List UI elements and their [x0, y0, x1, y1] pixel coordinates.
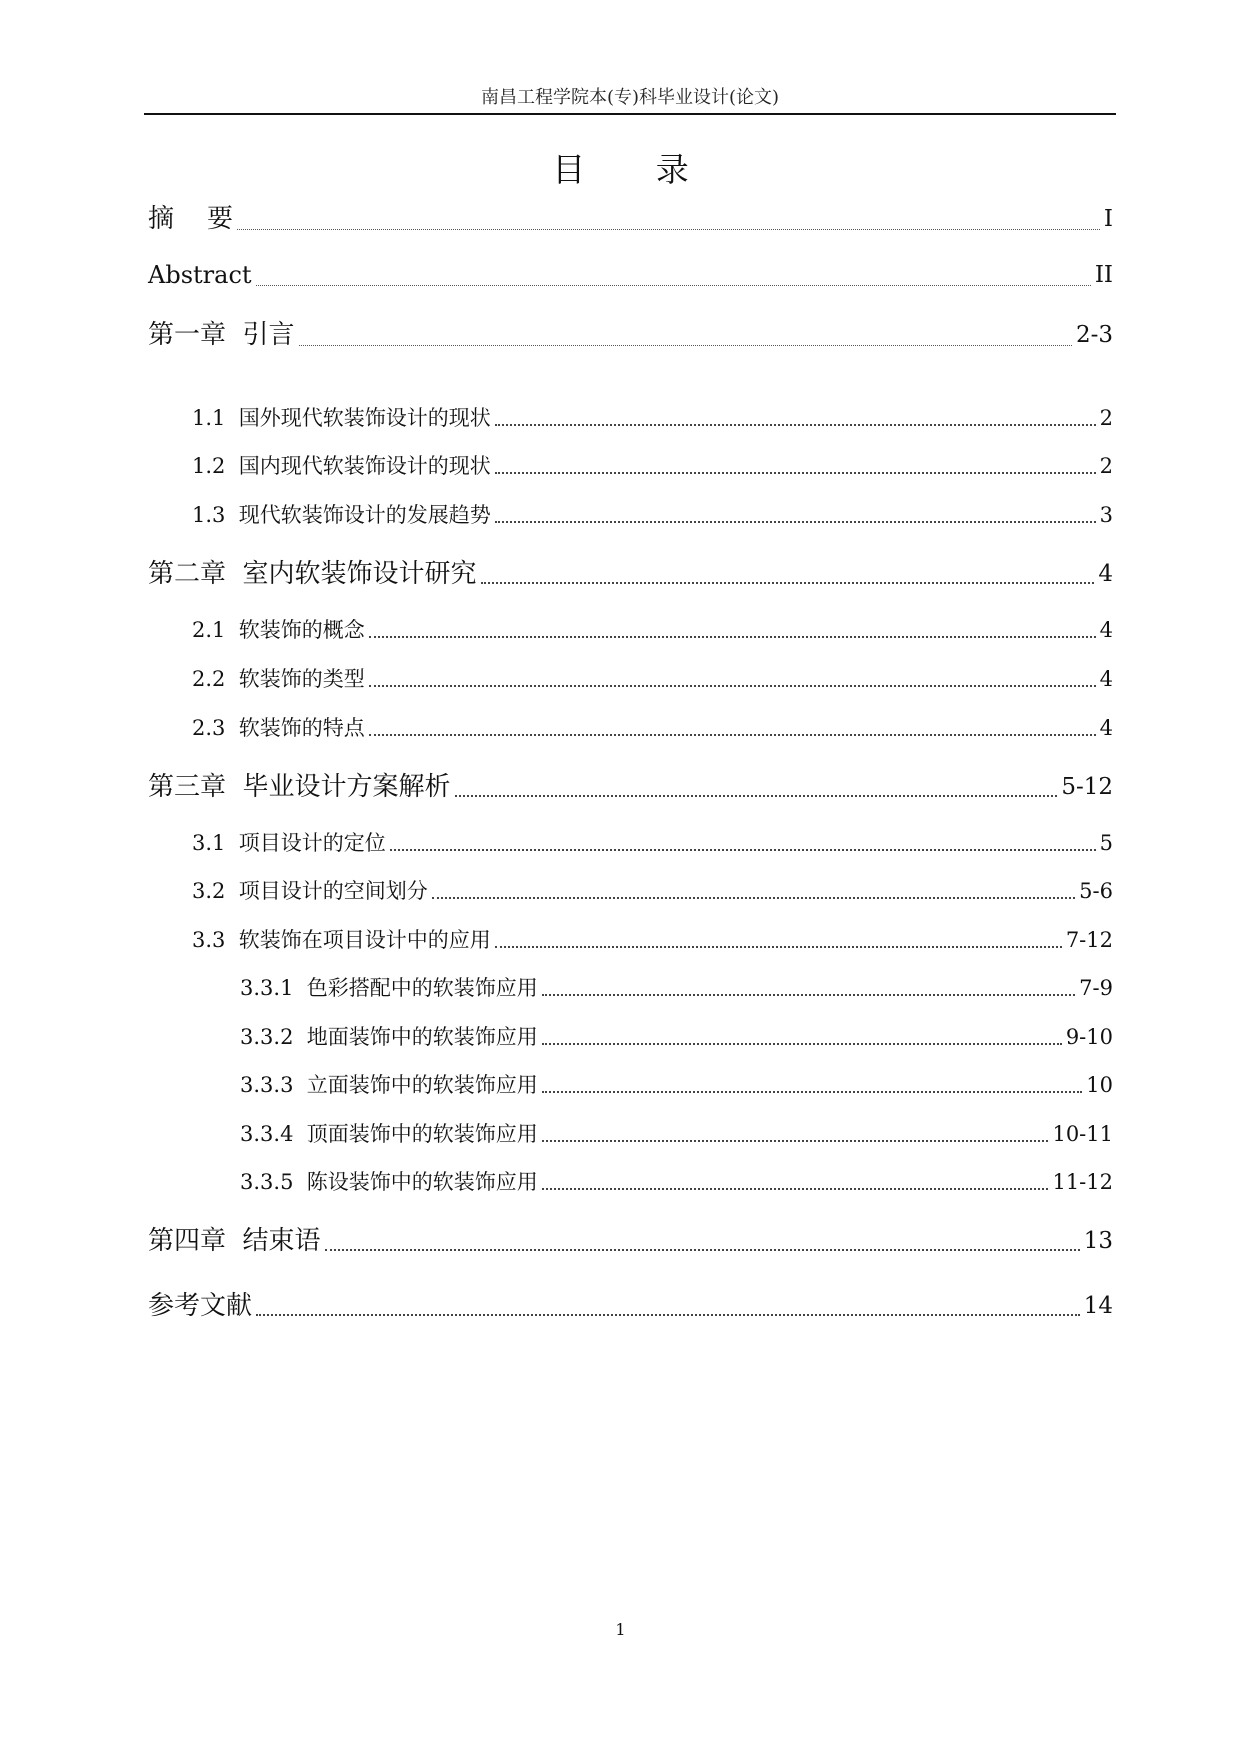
toc-dot-leader: [542, 1043, 1062, 1045]
toc-entry[interactable]: [192, 925, 1113, 955]
toc-entry[interactable]: [148, 557, 1113, 591]
toc-entry-label: Abstract: [148, 261, 252, 289]
toc-entry-page: 7-9: [1079, 976, 1113, 1000]
toc-dot-leader: [481, 582, 1095, 584]
toc-dot-leader: [542, 1140, 1049, 1142]
toc-dot-leader: [256, 285, 1091, 286]
toc-entry-page: 9-10: [1065, 1025, 1113, 1049]
toc-entry[interactable]: [192, 403, 1113, 433]
toc-entry[interactable]: [192, 500, 1113, 530]
toc-entry[interactable]: [192, 664, 1113, 694]
toc-dot-leader: [542, 1091, 1082, 1093]
toc-entry-page: 2: [1099, 406, 1113, 430]
toc-dot-leader: [455, 795, 1058, 797]
toc-dot-leader: [495, 472, 1096, 474]
toc-entry-label: 3.3.5 陈设装饰中的软装饰应用: [240, 1170, 538, 1194]
page-number: 1: [615, 1620, 626, 1639]
toc-entry-page: 4: [1099, 618, 1113, 642]
toc-dot-leader: [390, 849, 1096, 851]
toc-entry-page: 10-11: [1052, 1122, 1113, 1146]
toc-dot-leader: [495, 424, 1096, 426]
toc-entry[interactable]: [240, 1119, 1113, 1149]
toc-entry-label: 第二章 室内软装饰设计研究: [148, 559, 477, 589]
toc-entry-label: 1.2 国内现代软装饰设计的现状: [192, 454, 491, 478]
toc-entry-label: 3.1 项目设计的定位: [192, 831, 386, 855]
toc-entry[interactable]: [192, 615, 1113, 645]
toc-entry-label: 3.3.3 立面装饰中的软装饰应用: [240, 1073, 538, 1097]
toc-entry-label: 2.2 软装饰的类型: [192, 667, 365, 691]
toc-entry[interactable]: [148, 258, 1113, 292]
toc-entry[interactable]: [240, 1070, 1113, 1100]
toc-entry-label: 3.3.4 顶面装饰中的软装饰应用: [240, 1122, 538, 1146]
toc-dot-leader: [542, 994, 1075, 996]
toc-entry[interactable]: [192, 451, 1113, 481]
toc-entry[interactable]: [192, 876, 1113, 906]
toc-entry-page: 4: [1099, 716, 1113, 740]
toc-entry-label: 第四章 结束语: [148, 1226, 321, 1256]
toc-entry[interactable]: [148, 318, 1113, 352]
toc-entry-page: II: [1094, 262, 1113, 288]
toc-entry-label: 摘 要: [148, 204, 234, 234]
toc-entry[interactable]: [148, 202, 1113, 236]
toc-entry-label: 1.1 国外现代软装饰设计的现状: [192, 406, 491, 430]
toc-dot-leader: [369, 636, 1096, 638]
toc-entry-label: 第三章 毕业设计方案解析: [148, 772, 451, 802]
toc-entry-label: 1.3 现代软装饰设计的发展趋势: [192, 503, 491, 527]
toc-entry[interactable]: [240, 1167, 1113, 1197]
toc-entry[interactable]: [240, 1022, 1113, 1052]
toc-entry-page: 7-12: [1065, 928, 1113, 952]
toc-entry[interactable]: [240, 973, 1113, 1003]
toc-entry-label: 2.3 软装饰的特点: [192, 716, 365, 740]
toc-dot-leader: [325, 1249, 1080, 1251]
toc-entry-page: 14: [1083, 1293, 1113, 1319]
toc-dot-leader: [495, 521, 1096, 523]
toc-entry[interactable]: [148, 770, 1113, 804]
toc-entry-page: 4: [1098, 561, 1113, 587]
toc-dot-leader: [542, 1188, 1049, 1190]
toc-entry-page: 2-3: [1075, 322, 1113, 348]
toc-entry[interactable]: [148, 1289, 1113, 1323]
toc-entry-page: 11-12: [1052, 1170, 1113, 1194]
toc-entry-label: 第一章 引言: [148, 320, 295, 350]
toc-dot-leader: [369, 685, 1096, 687]
running-header: 南昌工程学院本(专)科毕业设计(论文): [480, 87, 780, 108]
toc-entry-label: 参考文献: [148, 1291, 253, 1321]
toc-entry-page: 2: [1099, 454, 1113, 478]
toc-entry-page: 5-6: [1079, 879, 1113, 903]
toc-entry[interactable]: [148, 1224, 1113, 1258]
toc-entry-page: I: [1103, 206, 1113, 232]
toc-dot-leader: [369, 734, 1096, 736]
toc-entry-page: 5-12: [1061, 774, 1113, 800]
toc-dot-leader: [432, 897, 1075, 899]
toc-dot-leader: [237, 229, 1100, 230]
toc-dot-leader: [495, 946, 1062, 948]
toc-title: 目 录: [552, 150, 719, 189]
toc-entry-page: 4: [1099, 667, 1113, 691]
toc-entry-page: 10: [1086, 1073, 1113, 1097]
toc-entry-label: 3.2 项目设计的空间划分: [192, 879, 428, 903]
toc-dot-leader: [299, 345, 1072, 346]
toc-entry[interactable]: [192, 828, 1113, 858]
toc-entry-page: 3: [1099, 503, 1113, 527]
toc-entry[interactable]: [192, 713, 1113, 743]
toc-entry-label: 3.3.1 色彩搭配中的软装饰应用: [240, 976, 538, 1000]
toc-entry-label: 3.3 软装饰在项目设计中的应用: [192, 928, 491, 952]
toc-dot-leader: [256, 1314, 1080, 1316]
toc-entry-page: 5: [1099, 831, 1113, 855]
toc-entry-page: 13: [1083, 1228, 1113, 1254]
toc-entry-label: 3.3.2 地面装饰中的软装饰应用: [240, 1025, 538, 1049]
toc-entry-label: 2.1 软装饰的概念: [192, 618, 365, 642]
